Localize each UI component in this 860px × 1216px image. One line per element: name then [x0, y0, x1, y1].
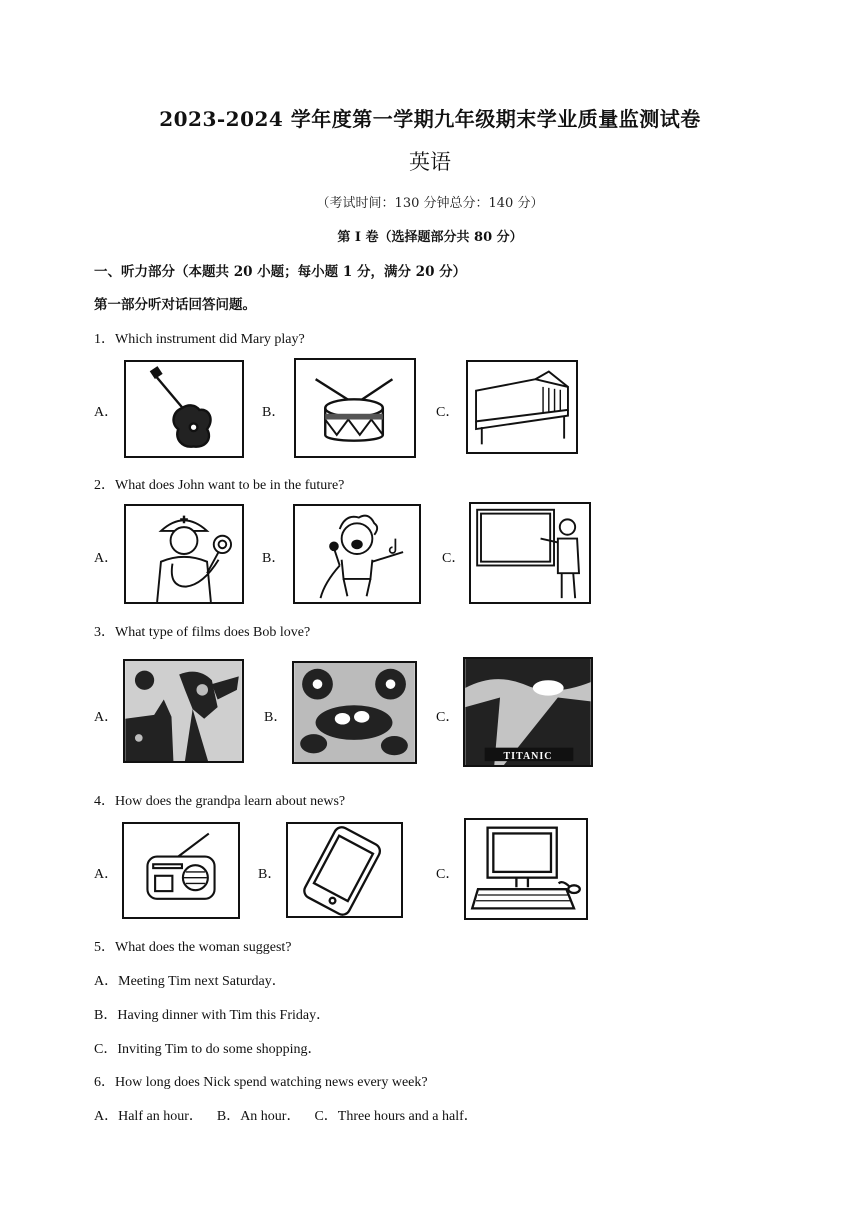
subsection-title: 第一部分听对话回答问题。: [94, 297, 256, 313]
smartphone-icon: [286, 822, 403, 918]
section-title: 一、听力部分（本题共 20 小题；每小题 1 分，满分 20 分）: [94, 264, 467, 280]
part-title: 第 I 卷（选择题部分共 80 分）: [337, 230, 523, 245]
teacher-icon: [469, 502, 591, 604]
q2-option-a-label: A．: [94, 551, 119, 566]
question-1: 1．Which instrument did Mary play?: [94, 332, 305, 347]
radio-icon: [122, 822, 240, 919]
q5-option-b-text: Having dinner with Tim this Friday．: [117, 1008, 331, 1023]
q4-option-b-label: B．: [258, 867, 282, 882]
animation-film-poster: [292, 661, 417, 764]
titanic-film-poster: [463, 657, 593, 767]
q6-options: A．Half an hour． B．An hour． C．Three hours and a half．: [94, 1109, 478, 1124]
q5-option-a-label: A．: [94, 974, 119, 989]
piano-icon: [466, 360, 578, 454]
q3-option-a-label: A．: [94, 710, 119, 725]
q2-option-b-label: B．: [262, 551, 286, 566]
q1-option-a-label: A．: [94, 405, 119, 420]
question-3: 3．What type of films does Bob love?: [94, 625, 311, 640]
q2-option-c-label: C．: [442, 551, 466, 566]
question-2: 2．What does John want to be in the future?: [94, 478, 345, 493]
action-film-poster: [123, 659, 244, 763]
q3-option-b-label: B．: [264, 710, 288, 725]
question-6: 6．How long does Nick spend watching news every week?: [94, 1075, 428, 1090]
q3-option-c-label: C．: [436, 710, 460, 725]
exam-title: 2023-2024 学年度第一学期九年级期末学业质量监测试卷: [159, 107, 701, 131]
q1-option-c-label: C．: [436, 405, 460, 420]
subject-title: 英语: [409, 150, 451, 174]
titanic-caption: TITANIC: [503, 751, 553, 762]
q5-option-a-text: Meeting Tim next Saturday．: [118, 974, 286, 989]
q5-option-c-text: Inviting Tim to do some shopping．: [117, 1042, 322, 1057]
computer-icon: [464, 818, 588, 920]
q5-option-a: [94, 970, 286, 990]
doctor-icon: [124, 504, 244, 604]
question-5: 5．What does the woman suggest?: [94, 940, 292, 955]
q5-option-b-label: B．: [94, 1008, 118, 1023]
drum-icon: [294, 358, 416, 458]
singer-icon: [293, 504, 421, 604]
exam-info: （考试时间：130 分钟总分：140 分）: [316, 196, 544, 211]
q5-option-c-label: C．: [94, 1042, 118, 1057]
q4-option-a-label: A．: [94, 867, 119, 882]
q1-option-b-label: B．: [262, 405, 286, 420]
guitar-icon: [124, 360, 244, 458]
question-4: 4．How does the grandpa learn about news?: [94, 794, 346, 809]
q5-option-b: [94, 1004, 330, 1024]
q5-option-c: [94, 1038, 322, 1058]
q4-option-c-label: C．: [436, 867, 460, 882]
